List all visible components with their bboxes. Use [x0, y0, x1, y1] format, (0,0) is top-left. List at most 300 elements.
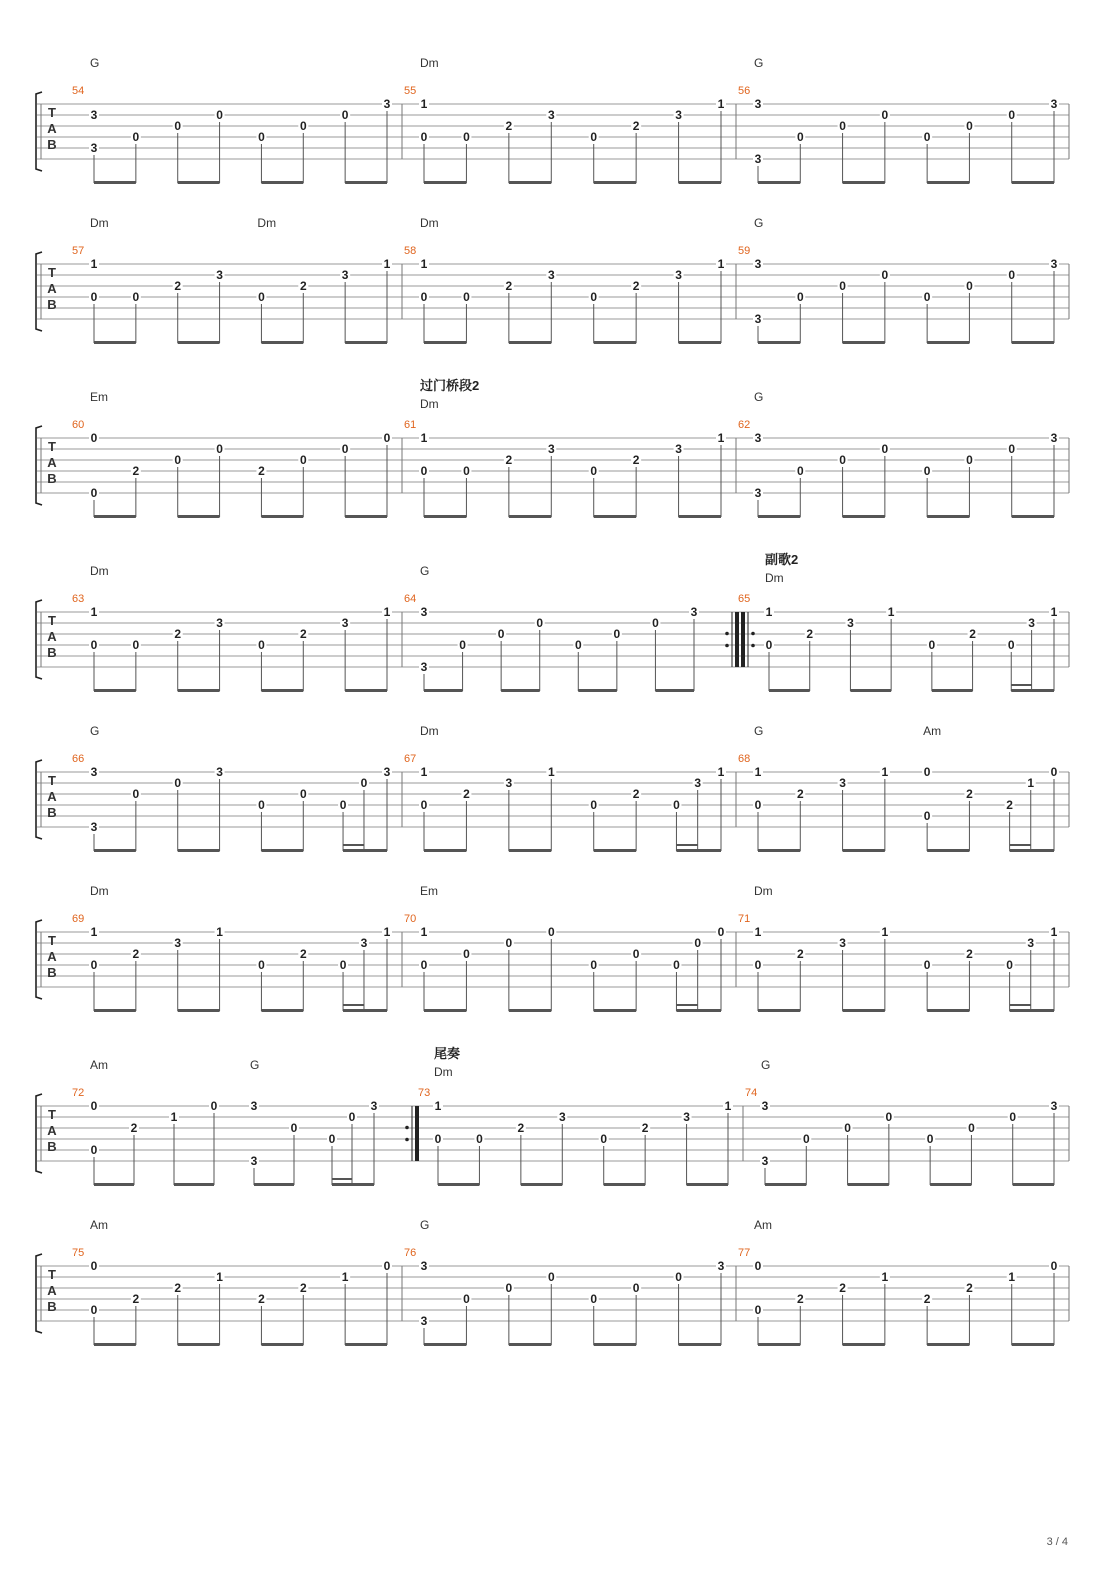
fret-number: 0: [258, 290, 265, 304]
fret-number: 0: [1050, 1259, 1058, 1273]
beam: [424, 515, 466, 518]
beam: [843, 181, 885, 184]
beam: [1012, 515, 1054, 518]
fret-number: 0: [844, 1121, 851, 1135]
beam-sixteenth: [1010, 844, 1031, 846]
measure-number: 75: [72, 1247, 85, 1259]
beam: [594, 1343, 636, 1346]
beam: [594, 849, 636, 852]
fret-number: 3: [1050, 1099, 1058, 1113]
fret-number: 3: [547, 442, 555, 456]
tab-measure: [404, 56, 736, 184]
tab-measure: [72, 1058, 419, 1186]
fret-number: 0: [839, 453, 846, 467]
fret-number: 0: [881, 268, 889, 282]
fret-number: 3: [683, 1110, 690, 1124]
fret-number: 0: [926, 1132, 934, 1146]
fret-number: 0: [881, 442, 889, 456]
fret-number: 0: [632, 1281, 640, 1295]
fret-number: 3: [250, 1099, 258, 1113]
fret-number: 3: [754, 152, 762, 166]
fret-number: 0: [1008, 268, 1016, 282]
beam: [424, 1009, 466, 1012]
measure-number: 67: [404, 753, 417, 765]
measure-number: 68: [738, 753, 751, 765]
tab-system: [36, 56, 1069, 184]
beam: [843, 1009, 885, 1012]
chord-name: G: [250, 1058, 260, 1072]
tab-clef-letter: T: [48, 105, 56, 120]
beam: [178, 181, 220, 184]
fret-number: 3: [370, 1099, 378, 1113]
tab-measure: [72, 564, 402, 692]
fret-number: 0: [463, 290, 470, 304]
fret-number: 0: [463, 130, 470, 144]
fret-number: 0: [90, 958, 98, 972]
fret-number: 2: [258, 464, 265, 478]
beam-sixteenth: [343, 844, 364, 846]
fret-number: 1: [717, 431, 725, 445]
tab-clef-letter: T: [48, 773, 56, 788]
beam: [261, 689, 303, 692]
fret-number: 0: [299, 787, 307, 801]
fret-number: 2: [641, 1121, 649, 1135]
beam: [438, 1183, 479, 1186]
fret-number: 0: [420, 130, 428, 144]
fret-number: 1: [420, 257, 428, 271]
fret-number: 3: [675, 108, 682, 122]
beam: [843, 1343, 885, 1346]
beam: [424, 689, 463, 692]
fret-number: 3: [90, 141, 98, 155]
fret-number: 0: [754, 1259, 762, 1273]
tab-measure: [404, 1218, 736, 1346]
beam-sixteenth: [343, 1004, 364, 1006]
chord-name: G: [754, 390, 764, 404]
beam: [1013, 1183, 1054, 1186]
fret-number: 0: [754, 798, 762, 812]
fret-number: 1: [216, 1270, 223, 1284]
beam: [94, 341, 136, 344]
fret-number: 1: [717, 257, 725, 271]
fret-number: 2: [132, 1292, 140, 1306]
fret-number: 0: [590, 130, 598, 144]
tab-measure: [72, 1218, 402, 1346]
beam: [758, 1343, 800, 1346]
tab-clef-letter: T: [48, 265, 56, 280]
beam: [594, 181, 636, 184]
beam: [424, 181, 466, 184]
tab-measure: [404, 216, 736, 344]
fret-number: 0: [258, 638, 265, 652]
fret-number: 0: [590, 798, 598, 812]
beam: [679, 515, 721, 518]
fret-number: 2: [966, 1281, 973, 1295]
fret-number: 0: [497, 627, 505, 641]
fret-number: 0: [796, 130, 804, 144]
fret-number: 0: [258, 798, 265, 812]
fret-number: 2: [258, 1292, 265, 1306]
fret-number: 0: [928, 638, 936, 652]
tab-measure: [738, 724, 1059, 852]
fret-number: 0: [923, 130, 931, 144]
tab-clef-letter: T: [48, 613, 56, 628]
fret-number: 0: [463, 947, 470, 961]
fret-number: 1: [216, 925, 223, 939]
fret-number: 3: [360, 936, 368, 950]
fret-number: 3: [675, 268, 682, 282]
beam: [261, 515, 303, 518]
fret-number: 1: [881, 925, 889, 939]
beam: [178, 1009, 220, 1012]
fret-number: 3: [420, 660, 428, 674]
fret-number: 2: [632, 119, 640, 133]
tab-clef-letter: B: [47, 297, 57, 312]
beam: [178, 1343, 220, 1346]
fret-number: 0: [1050, 765, 1058, 779]
fret-number: 0: [1007, 638, 1015, 652]
fret-number: 3: [839, 936, 846, 950]
beam: [261, 1343, 303, 1346]
fret-number: 2: [806, 627, 814, 641]
fret-number: 3: [547, 108, 555, 122]
beam: [424, 341, 466, 344]
fret-number: 2: [839, 1281, 846, 1295]
fret-number: 0: [839, 119, 846, 133]
beam: [758, 1009, 800, 1012]
chord-name: Dm: [754, 884, 773, 898]
fret-number: 0: [632, 947, 640, 961]
beam: [843, 849, 885, 852]
tab-measure: [738, 552, 1059, 692]
tab-measure: [738, 56, 1059, 184]
fret-number: 0: [463, 1292, 470, 1306]
fret-number: 0: [90, 1143, 98, 1157]
fret-number: 2: [299, 279, 307, 293]
fret-number: 1: [754, 925, 762, 939]
tab-clef-letter: A: [47, 281, 57, 296]
fret-number: 1: [420, 765, 428, 779]
tab-clef-letter: B: [47, 1299, 57, 1314]
tab-measure: [72, 724, 402, 852]
beam: [94, 181, 136, 184]
beam: [501, 689, 540, 692]
beam: [509, 181, 551, 184]
measure-number: 74: [745, 1087, 758, 1099]
beam-sixteenth: [676, 1004, 697, 1006]
fret-number: 0: [881, 108, 889, 122]
fret-number: 0: [754, 958, 762, 972]
repeat-dot: [725, 644, 729, 648]
fret-number: 0: [966, 119, 973, 133]
repeat-dot: [725, 632, 729, 636]
fret-number: 0: [132, 638, 140, 652]
beam: [927, 1343, 969, 1346]
chord-name: Dm: [90, 216, 109, 230]
beam: [94, 1343, 136, 1346]
fret-number: 3: [839, 776, 846, 790]
beam: [1012, 181, 1054, 184]
fret-number: 0: [505, 936, 513, 950]
tab-clef-letter: T: [48, 1267, 56, 1282]
measure-number: 56: [738, 85, 751, 97]
tab-clef-letter: T: [48, 439, 56, 454]
fret-number: 0: [694, 936, 702, 950]
fret-number: 0: [90, 1259, 98, 1273]
barline-thick: [741, 612, 745, 667]
fret-number: 0: [613, 627, 621, 641]
fret-number: 0: [132, 290, 140, 304]
fret-number: 3: [1050, 257, 1058, 271]
tab-measure: [72, 390, 402, 518]
section-label: 过门桥段2: [420, 378, 480, 393]
chord-name: Am: [90, 1218, 108, 1232]
fret-number: 2: [299, 947, 307, 961]
tab-measure: [72, 216, 402, 344]
fret-number: 0: [765, 638, 773, 652]
beam: [850, 689, 891, 692]
tab-system: [36, 724, 1069, 852]
fret-number: 3: [761, 1099, 769, 1113]
fret-number: 0: [299, 453, 307, 467]
tab-clef-letter: A: [47, 789, 57, 804]
fret-number: 0: [290, 1121, 298, 1135]
fret-number: 2: [299, 627, 307, 641]
fret-number: 3: [754, 431, 762, 445]
beam: [94, 1183, 134, 1186]
fret-number: 3: [1050, 97, 1058, 111]
fret-number: 0: [174, 776, 182, 790]
beam: [424, 849, 466, 852]
beam: [848, 1183, 889, 1186]
fret-number: 0: [673, 958, 680, 972]
measure-number: 71: [738, 913, 751, 925]
beam: [594, 1009, 636, 1012]
fret-number: 0: [132, 787, 140, 801]
fret-number: 0: [216, 108, 223, 122]
chord-name: G: [420, 564, 430, 578]
fret-number: 2: [505, 119, 513, 133]
measure-number: 72: [72, 1087, 85, 1099]
fret-number: 1: [547, 765, 555, 779]
beam: [676, 1009, 721, 1012]
fret-number: 0: [90, 1099, 98, 1113]
beam: [927, 849, 969, 852]
tab-measure: [745, 1058, 1059, 1186]
fret-number: 0: [90, 486, 98, 500]
beam: [932, 689, 973, 692]
fret-number: 3: [90, 765, 98, 779]
fret-number: 3: [383, 97, 391, 111]
measure-number: 55: [404, 85, 417, 97]
beam: [345, 1343, 387, 1346]
fret-number: 0: [90, 1303, 98, 1317]
fret-number: 3: [250, 1154, 258, 1168]
repeat-dot: [751, 632, 755, 636]
fret-number: 0: [348, 1110, 356, 1124]
fret-number: 0: [90, 431, 98, 445]
beam-sixteenth: [332, 1178, 352, 1180]
tab-measure: [404, 564, 739, 692]
fret-number: 2: [174, 279, 182, 293]
beam: [1012, 341, 1054, 344]
fret-number: 0: [383, 1259, 391, 1273]
fret-number: 1: [383, 605, 391, 619]
fret-number: 3: [1027, 936, 1035, 950]
chord-name: Dm: [257, 216, 277, 230]
fret-number: 2: [796, 787, 804, 801]
fret-number: 0: [923, 958, 931, 972]
measure-number: 59: [738, 245, 751, 257]
beam: [261, 849, 303, 852]
measure-number: 54: [72, 85, 85, 97]
tab-clef-letter: A: [47, 1283, 57, 1298]
section-label: 尾奏: [434, 1046, 461, 1061]
chord-name: Am: [754, 1218, 772, 1232]
fret-number: 0: [476, 1132, 483, 1146]
fret-number: 3: [1050, 431, 1058, 445]
fret-number: 3: [675, 442, 682, 456]
fret-number: 1: [887, 605, 895, 619]
fret-number: 1: [724, 1099, 732, 1113]
fret-number: 2: [174, 627, 182, 641]
fret-number: 0: [547, 925, 555, 939]
fret-number: 1: [765, 605, 773, 619]
fret-number: 3: [754, 486, 762, 500]
tab-clef-letter: B: [47, 137, 57, 152]
fret-number: 0: [590, 464, 598, 478]
chord-name: Dm: [434, 1065, 453, 1079]
section-label: 副歌2: [765, 552, 799, 567]
beam: [261, 181, 303, 184]
beam: [261, 1009, 303, 1012]
beam: [174, 1183, 214, 1186]
tab-system: [36, 216, 1069, 344]
fret-number: 0: [547, 1270, 555, 1284]
fret-number: 1: [717, 765, 725, 779]
fret-number: 3: [341, 268, 349, 282]
beam: [1012, 1343, 1054, 1346]
fret-number: 3: [690, 605, 698, 619]
beam: [345, 689, 387, 692]
fret-number: 2: [299, 1281, 307, 1295]
beam: [769, 689, 810, 692]
beam: [676, 849, 721, 852]
fret-number: 3: [754, 257, 762, 271]
fret-number: 3: [847, 616, 854, 630]
beam: [94, 849, 136, 852]
beam-sixteenth: [1010, 1004, 1031, 1006]
beam: [604, 1183, 645, 1186]
fret-number: 1: [90, 605, 98, 619]
fret-number: 2: [796, 1292, 804, 1306]
beam: [930, 1183, 971, 1186]
beam: [594, 341, 636, 344]
fret-number: 0: [966, 279, 973, 293]
fret-number: 1: [717, 97, 725, 111]
fret-number: 3: [90, 108, 98, 122]
chord-name: G: [420, 1218, 430, 1232]
fret-number: 3: [383, 765, 391, 779]
tab-clef-letter: A: [47, 1123, 57, 1138]
fret-number: 0: [258, 130, 265, 144]
tab-measure: [738, 390, 1059, 518]
tab-clef-letter: A: [47, 121, 57, 136]
fret-number: 0: [1009, 1110, 1017, 1124]
beam: [679, 181, 721, 184]
tab-measure: [418, 1046, 743, 1186]
fret-number: 3: [1028, 616, 1035, 630]
measure-number: 65: [738, 593, 751, 605]
fret-number: 0: [1008, 108, 1016, 122]
beam: [843, 515, 885, 518]
measure-number: 70: [404, 913, 417, 925]
beam: [594, 515, 636, 518]
beam: [343, 849, 387, 852]
chord-name: G: [754, 56, 764, 70]
fret-number: 1: [420, 97, 428, 111]
measure-number: 64: [404, 593, 417, 605]
fret-number: 0: [675, 1270, 682, 1284]
beam: [94, 515, 136, 518]
tab-system: [36, 1046, 1069, 1186]
fret-number: 2: [1006, 798, 1013, 812]
chord-name: Em: [90, 390, 108, 404]
fret-number: 0: [590, 958, 598, 972]
tab-measure: [72, 56, 402, 184]
fret-number: 0: [839, 279, 846, 293]
fret-number: 1: [434, 1099, 442, 1113]
fret-number: 1: [1008, 1270, 1016, 1284]
fret-number: 0: [536, 616, 544, 630]
fret-number: 2: [130, 1121, 138, 1135]
fret-number: 0: [210, 1099, 218, 1113]
fret-number: 0: [1008, 442, 1016, 456]
chord-name: Dm: [90, 884, 109, 898]
fret-number: 0: [923, 464, 931, 478]
beam: [679, 1343, 721, 1346]
beam: [927, 341, 969, 344]
fret-number: 0: [459, 638, 466, 652]
fret-number: 2: [505, 279, 513, 293]
fret-number: 0: [968, 1121, 975, 1135]
fret-number: 3: [90, 820, 98, 834]
fret-number: 0: [339, 798, 347, 812]
fret-number: 1: [1050, 605, 1058, 619]
chord-name: Am: [90, 1058, 108, 1072]
beam: [758, 341, 800, 344]
beam: [261, 341, 303, 344]
tab-measure: [738, 1218, 1059, 1346]
chord-name: Dm: [90, 564, 109, 578]
beam: [178, 689, 220, 692]
fret-number: 2: [505, 453, 513, 467]
measure-number: 60: [72, 419, 85, 431]
beam: [843, 341, 885, 344]
fret-number: 3: [420, 1314, 428, 1328]
tab-clef-letter: B: [47, 471, 57, 486]
tab-measure: [738, 216, 1059, 344]
fret-number: 0: [652, 616, 659, 630]
fret-number: 1: [170, 1110, 178, 1124]
fret-number: 3: [216, 765, 223, 779]
fret-number: 0: [505, 1281, 513, 1295]
fret-number: 2: [966, 947, 973, 961]
fret-number: 0: [966, 453, 973, 467]
fret-number: 3: [505, 776, 513, 790]
tab-clef-letter: B: [47, 645, 57, 660]
fret-number: 0: [132, 130, 140, 144]
